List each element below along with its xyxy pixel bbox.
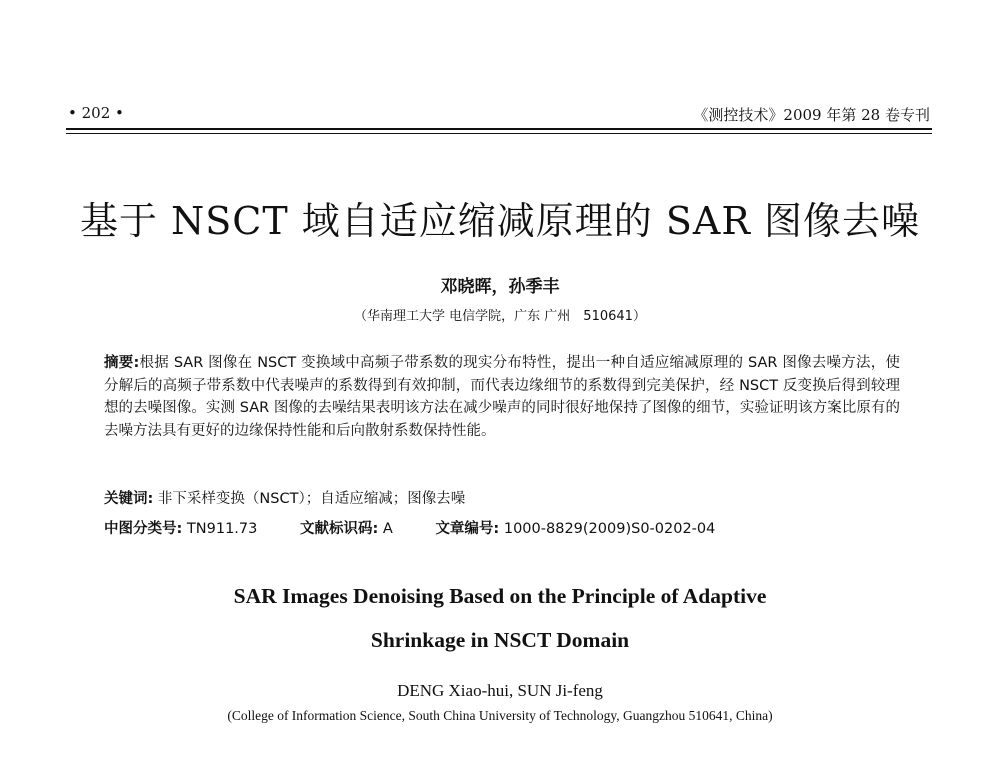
header-rule-thin (66, 133, 932, 134)
clc-value: TN911.73 (186, 521, 258, 537)
keywords-text: 非下采样变换（NSCT）；自适应缩减；图像去噪 (157, 491, 466, 507)
doc-code-label: 文献标识码: (299, 521, 379, 537)
abstract-text: 根据 SAR 图像在 NSCT 变换域中高频子带系数的现实分布特性，提出一种自适应缩减原理的 SAR 图像去噪方法，使分解后的高频子带系数中代表噪声的系数得到有效抑制，而代表边缘细节的系数得到完美保护，经 NSCT 反变换后得到较理想的去噪图像。实测 SAR 图像的去噪结果表明该方法在减少噪声的同时很好地保持了图像的细节，实验证明该方案比原有的去噪方法具有更好的边缘保持性能和后向散射系数保持性能。 (104, 355, 900, 439)
page-number: • 202 • (68, 104, 124, 122)
keywords-chinese (104, 487, 900, 508)
clc-label: 中图分类号: (104, 521, 183, 537)
article-no-label: 文章编号: (435, 521, 500, 537)
authors-chinese: 邓晓晖，孙季丰 (440, 277, 560, 297)
authors-english: DENG Xiao-hui, SUN Ji-feng (397, 681, 603, 700)
journal-reference: 《测控技术》2009 年第 28 卷专刊 (693, 106, 930, 124)
article-no-value: 1000-8829(2009)S0-0202-04 (503, 521, 716, 537)
title-english-line1: SAR Images Denoising Based on the Principle of Adaptive (233, 584, 767, 608)
affiliation-english: (College of Information Science, South China University of Technology, Guangzhou 510641, China) (227, 708, 773, 723)
keywords-label: 关键词: (104, 491, 154, 507)
running-header (68, 104, 930, 126)
title-english (0, 574, 1000, 662)
abstract-chinese (104, 352, 900, 442)
affiliation-chinese: （华南理工大学 电信学院，广东 广州 510641） (354, 309, 646, 324)
title-chinese: 基于 NSCT 域自适应缩减原理的 SAR 图像去噪 (79, 199, 921, 243)
doc-code-value: A (382, 521, 393, 537)
header-rule-thick (66, 128, 932, 130)
title-english-line2: Shrinkage in NSCT Domain (370, 628, 630, 652)
abstract-label: 摘要: (104, 355, 140, 371)
classification-line (104, 517, 900, 538)
